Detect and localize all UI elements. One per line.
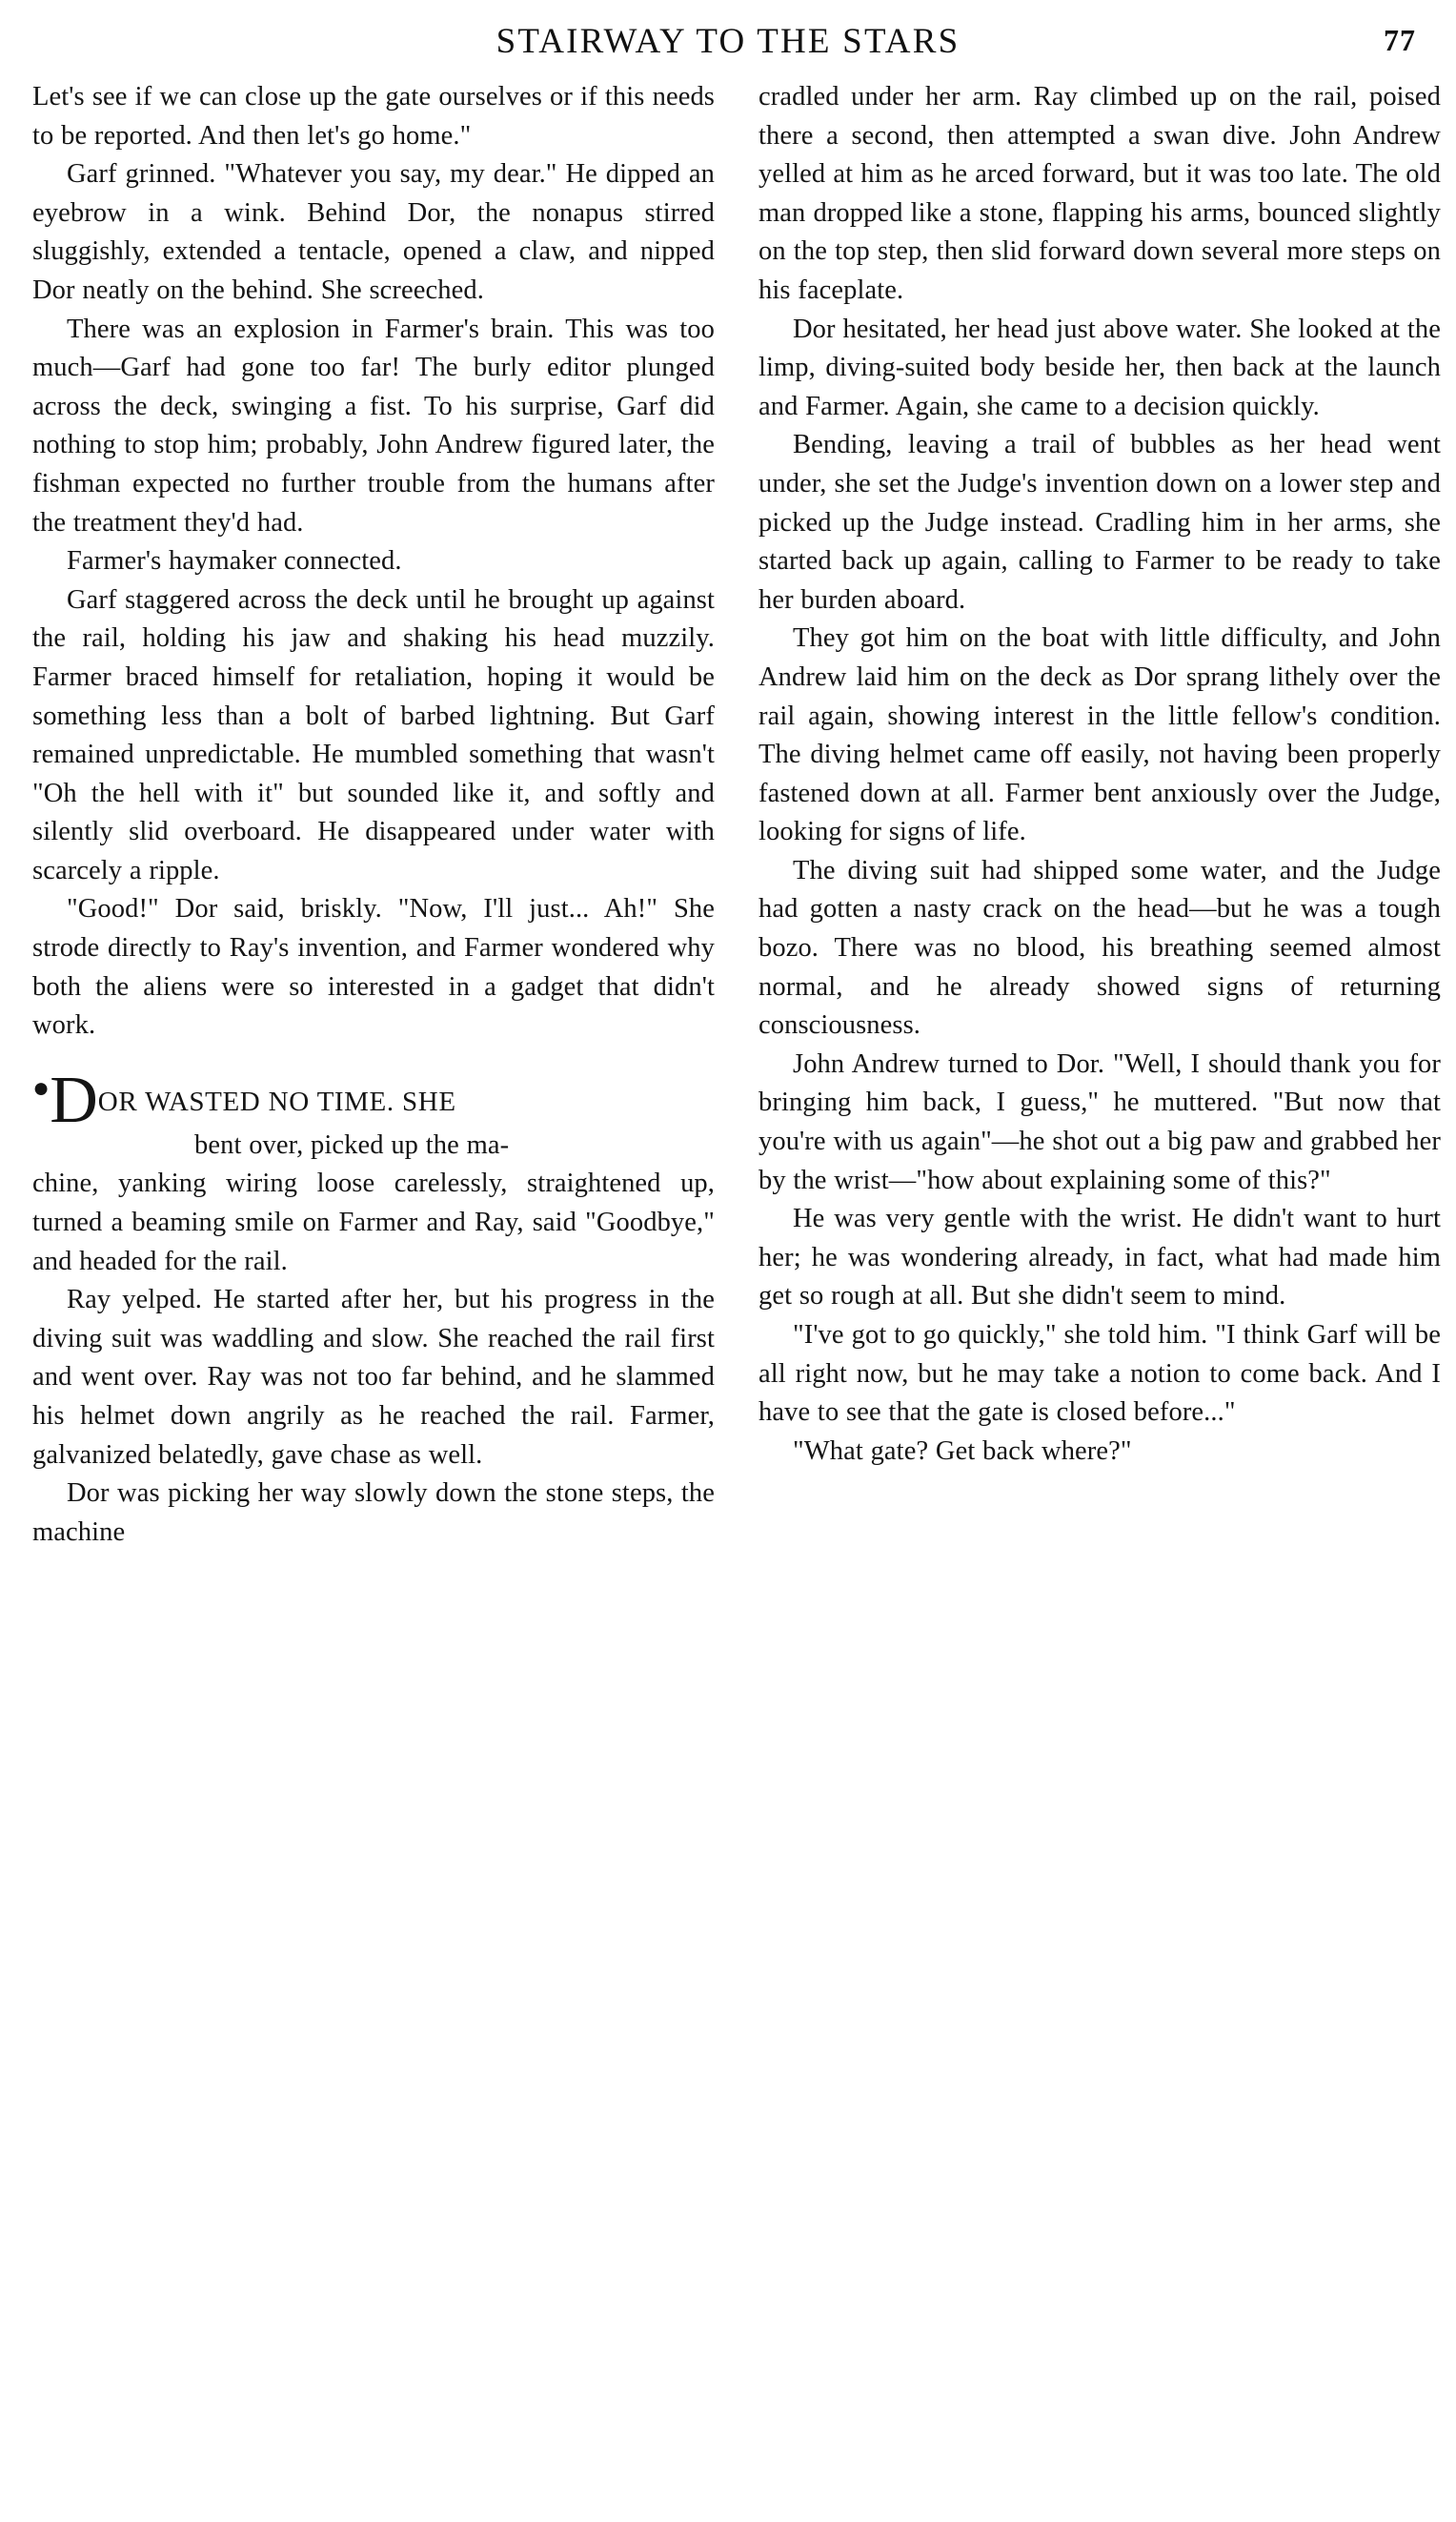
paragraph: "Good!" Dor said, briskly. "Now, I'll just... Ah!" She strode directly to Ray's invention, and Farmer wondered why both the aliens were so interested in a gadget that didn't work. bbox=[32, 894, 715, 1041]
paragraph: cradled under her arm. Ray climbed up on the rail, poised there a second, then attempted a swan dive. John Andrew yelled at him as he arced forward, but it was too late. The old man dropped like a stone, flapping his arms, bounced slightly on the top step, then slid forward down several more steps on his faceplate. bbox=[758, 82, 1441, 305]
paragraph: There was an explosion in Farmer's brain. This was too much—Garf had gone too far! The burly editor plunged across the deck, swinging a fist. To his surprise, Garf did nothing to stop him; probably, John Andrew figured later, the fishman expected no further trouble from the humans after the treatment they'd had. bbox=[32, 314, 715, 538]
paragraph: Garf grinned. "Whatever you say, my dear." He dipped an eyebrow in a wink. Behind Dor, the nonapus stirred sluggishly, extended a tentacle, opened a claw, and nipped Dor neatly on the behind. She screeched. bbox=[32, 159, 715, 305]
paragraph: They got him on the boat with little difficulty, and John Andrew laid him on the deck as Dor sprang lithely over the rail again, showing interest in the little fellow's condition. The diving helmet came off easily, not having been properly fastened down at all. Farmer bent anxiously over the Judge, looking for signs of life. bbox=[758, 623, 1441, 847]
left-column bbox=[32, 78, 715, 1552]
paragraph: Let's see if we can close up the gate ourselves or if this needs to be reported. And then let's go home." bbox=[32, 82, 715, 151]
dropcap-smallcaps: OR WASTED NO TIME. SHE bbox=[97, 1086, 456, 1117]
paragraph: Dor hesitated, her head just above water. She looked at the limp, diving-suited body beside her, then back at the launch and Farmer. Again, she came to a decision quickly. bbox=[758, 314, 1441, 421]
dropcap-rest: chine, yanking wiring loose carelessly, straightened up, turned a beaming smile on Farmer and Ray, said "Goodbye," and headed for the rail. bbox=[32, 1169, 715, 1276]
paragraph: Ray yelped. He started after her, but his progress in the diving suit was waddling and slow. She reached the rail first and went over. Ray was not too far behind, and he slammed his helmet down angrily as he reached the rail. Farmer, galvanized belatedly, gave chase as well. bbox=[32, 1285, 715, 1470]
right-column bbox=[758, 78, 1441, 1471]
dropcap-paragraph bbox=[32, 1063, 715, 1281]
paragraph: John Andrew turned to Dor. "Well, I should thank you for bringing him back, I guess," he muttered. "But now that you're with us again"—he shot out a big paw and grabbed her by the wrist—"how about explaining some of this?" bbox=[758, 1048, 1441, 1195]
paragraph: "I've got to go quickly," she told him. "I think Garf will be all right now, but he may take a notion to come back. And I have to see that the gate is closed before..." bbox=[758, 1320, 1441, 1428]
paragraph: Dor was picking her way slowly down the stone steps, the machine bbox=[32, 1478, 715, 1547]
dropcap-letter: D bbox=[50, 1063, 98, 1137]
page-number: 77 bbox=[1384, 23, 1416, 57]
paragraph: Farmer's haymaker connected. bbox=[67, 546, 402, 577]
page-header bbox=[32, 17, 1424, 72]
dropcap-second-line: bent over, picked up the ma- bbox=[194, 1129, 510, 1160]
page-title: STAIRWAY TO THE STARS bbox=[495, 22, 961, 61]
paragraph: Garf staggered across the deck until he brought up against the rail, holding his jaw and shaking his head muzzily. Farmer braced himself for retaliation, hoping it would be something less than a bolt of barbed lightning. But Garf remained unpredictable. He mumbled something that wasn't "Oh the hell with it" but sounded like it, and softly and silently slid overboard. He disappeared under water with scarcely a ripple. bbox=[32, 584, 715, 885]
paragraph: The diving suit had shipped some water, and the Judge had gotten a nasty crack on the head—but he was a tough bozo. There was no blood, his breathing seemed almost normal, and he already showed signs of returning consciousness. bbox=[758, 855, 1441, 1041]
paragraph: Bending, leaving a trail of bubbles as her head went under, she set the Judge's invention down on a lower step and picked up the Judge instead. Cradling him in her arms, she started back up again, calling to Farmer to be ready to take her burden aboard. bbox=[758, 430, 1441, 615]
text-columns bbox=[32, 78, 1441, 1552]
dropcap-bullet: ● bbox=[32, 1071, 51, 1104]
paragraph: "What gate? Get back where?" bbox=[793, 1435, 1132, 1466]
paragraph: He was very gentle with the wrist. He didn't want to hurt her; he was wondering already, in fact, what had made him get so rough at all. But she didn't seem to mind. bbox=[758, 1204, 1441, 1312]
